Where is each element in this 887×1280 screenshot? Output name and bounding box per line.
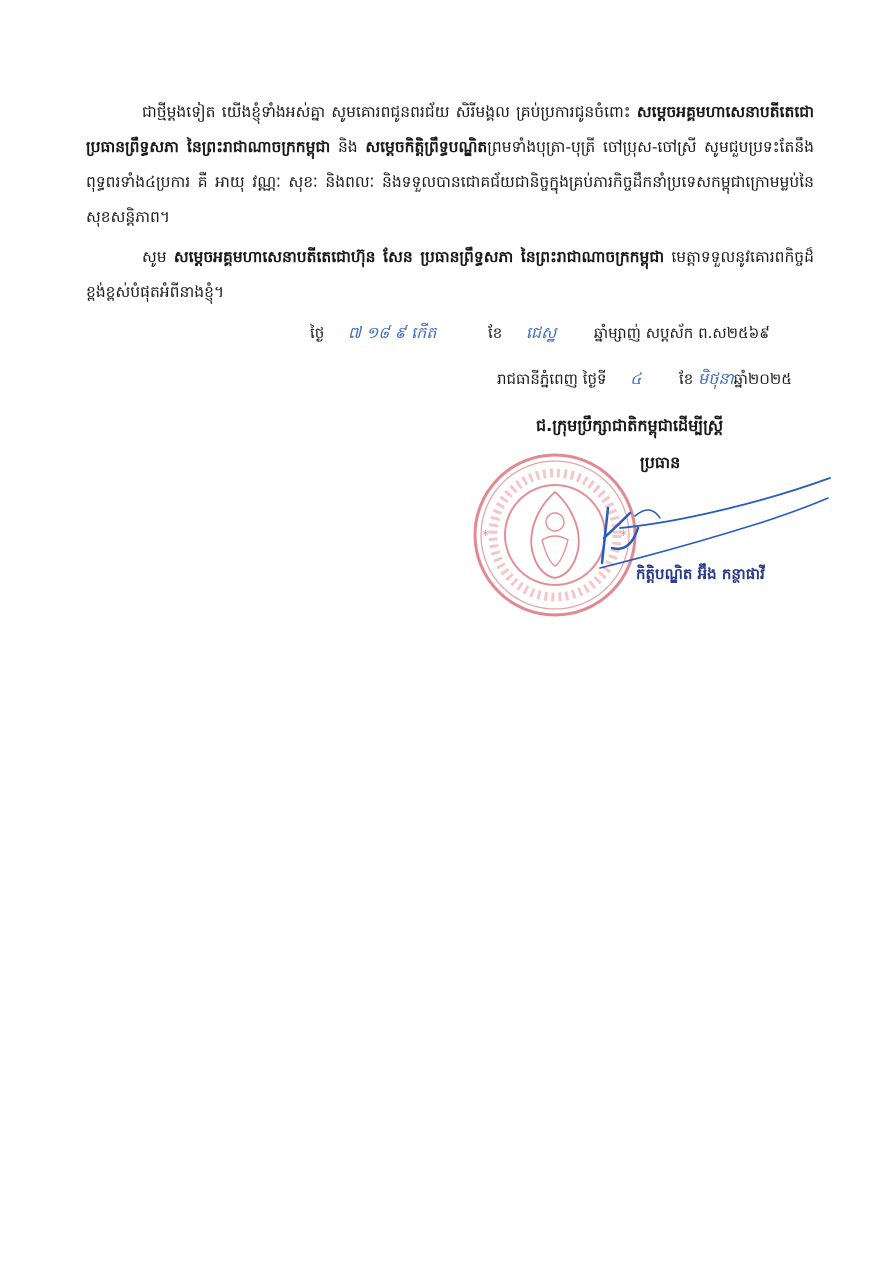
lunar-month-value: ជេស្ឋ — [525, 323, 557, 342]
solar-month-value: មិថុនា — [698, 369, 734, 388]
para2-lead: សូម — [142, 248, 167, 266]
para1-lead: ជាថ្មីម្តងទៀត យើងខ្ញុំទាំងអស់គ្នា សូមគោរពជូនពរជ័យ សិរីមង្គល គ្រប់ប្រការជូនចំពោះ — [142, 103, 631, 121]
solar-date-line — [497, 368, 792, 392]
svg-text:*: * — [482, 528, 489, 544]
para2-rest: មេត្តាទទួលនូវគោរពកិច្ចដ៏ខ្ពង់ខ្ពស់បំផុតអំពីនាងខ្ញុំ។ — [86, 248, 814, 301]
lunar-date-line — [310, 322, 770, 346]
lunar-month-label: ខែ — [487, 324, 503, 342]
solar-place: រាជធានីភ្នំពេញ ថ្ងៃទី — [497, 370, 607, 388]
svg-text:*: * — [620, 528, 627, 544]
solar-month-label: ខែ — [678, 370, 694, 388]
greeting-paragraph — [86, 95, 814, 235]
para1-person1: សម្តេចអគ្គមហាសេនាបតីតេជោ ប្រធានព្រឹទ្ធសភា នៃព្រះរាជាណាចក្រកម្ពុជា — [86, 103, 814, 156]
para1-and: និង — [337, 138, 358, 156]
para1-rest: ព្រមទាំងបុត្រា-បុត្រី ចៅប្រុស-ចៅស្រី សូមជួបប្រទះតែនឹងពុទ្ធពរទាំង៤ប្រការ គឺ អាយុ វណ្ណៈ សុខៈ និងពលៈ និងទទួលបានជោគជ័យជានិច្ចក្នុងគ្រប់ភារកិច្ចដឹកនាំប្រទេសកម្ពុជាក្រោមម្លប់នៃសុខសន្តិភាព។ — [86, 138, 814, 226]
lunar-year-text: ឆ្នាំម្សាញ់ សប្តស័ក ព.ស២៥៦៩ — [593, 324, 770, 342]
lunar-day-value: ៧ ១៨ ៩ កើត — [347, 323, 437, 342]
solar-day-value: ៤ — [630, 369, 642, 388]
para2-person: សម្តេចអគ្គមហាសេនាបតីតេជោហ៊ុន សែន ប្រធានព្រឹទ្ធសភា នៃព្រះរាជាណាចក្រកម្ពុជា — [173, 248, 665, 266]
handwritten-signature — [590, 468, 835, 578]
signer-name: កិត្តិបណ្ឌិត អ៊ឹង កន្ថាផាវី — [636, 565, 765, 583]
lunar-day-label: ថ្ងៃ — [310, 324, 325, 342]
organization-name: ជ.ក្រុមប្រឹក្សាជាតិកម្ពុជាដើម្បីស្ត្រី — [536, 416, 724, 435]
closing-paragraph — [86, 240, 814, 310]
signer-title: ប្រធាន — [640, 453, 681, 472]
solar-year-text: ឆ្នាំ២០២៥ — [733, 370, 792, 388]
para1-person2: សម្តេចកិត្តិព្រឹទ្ធបណ្ឌិត — [365, 138, 488, 156]
